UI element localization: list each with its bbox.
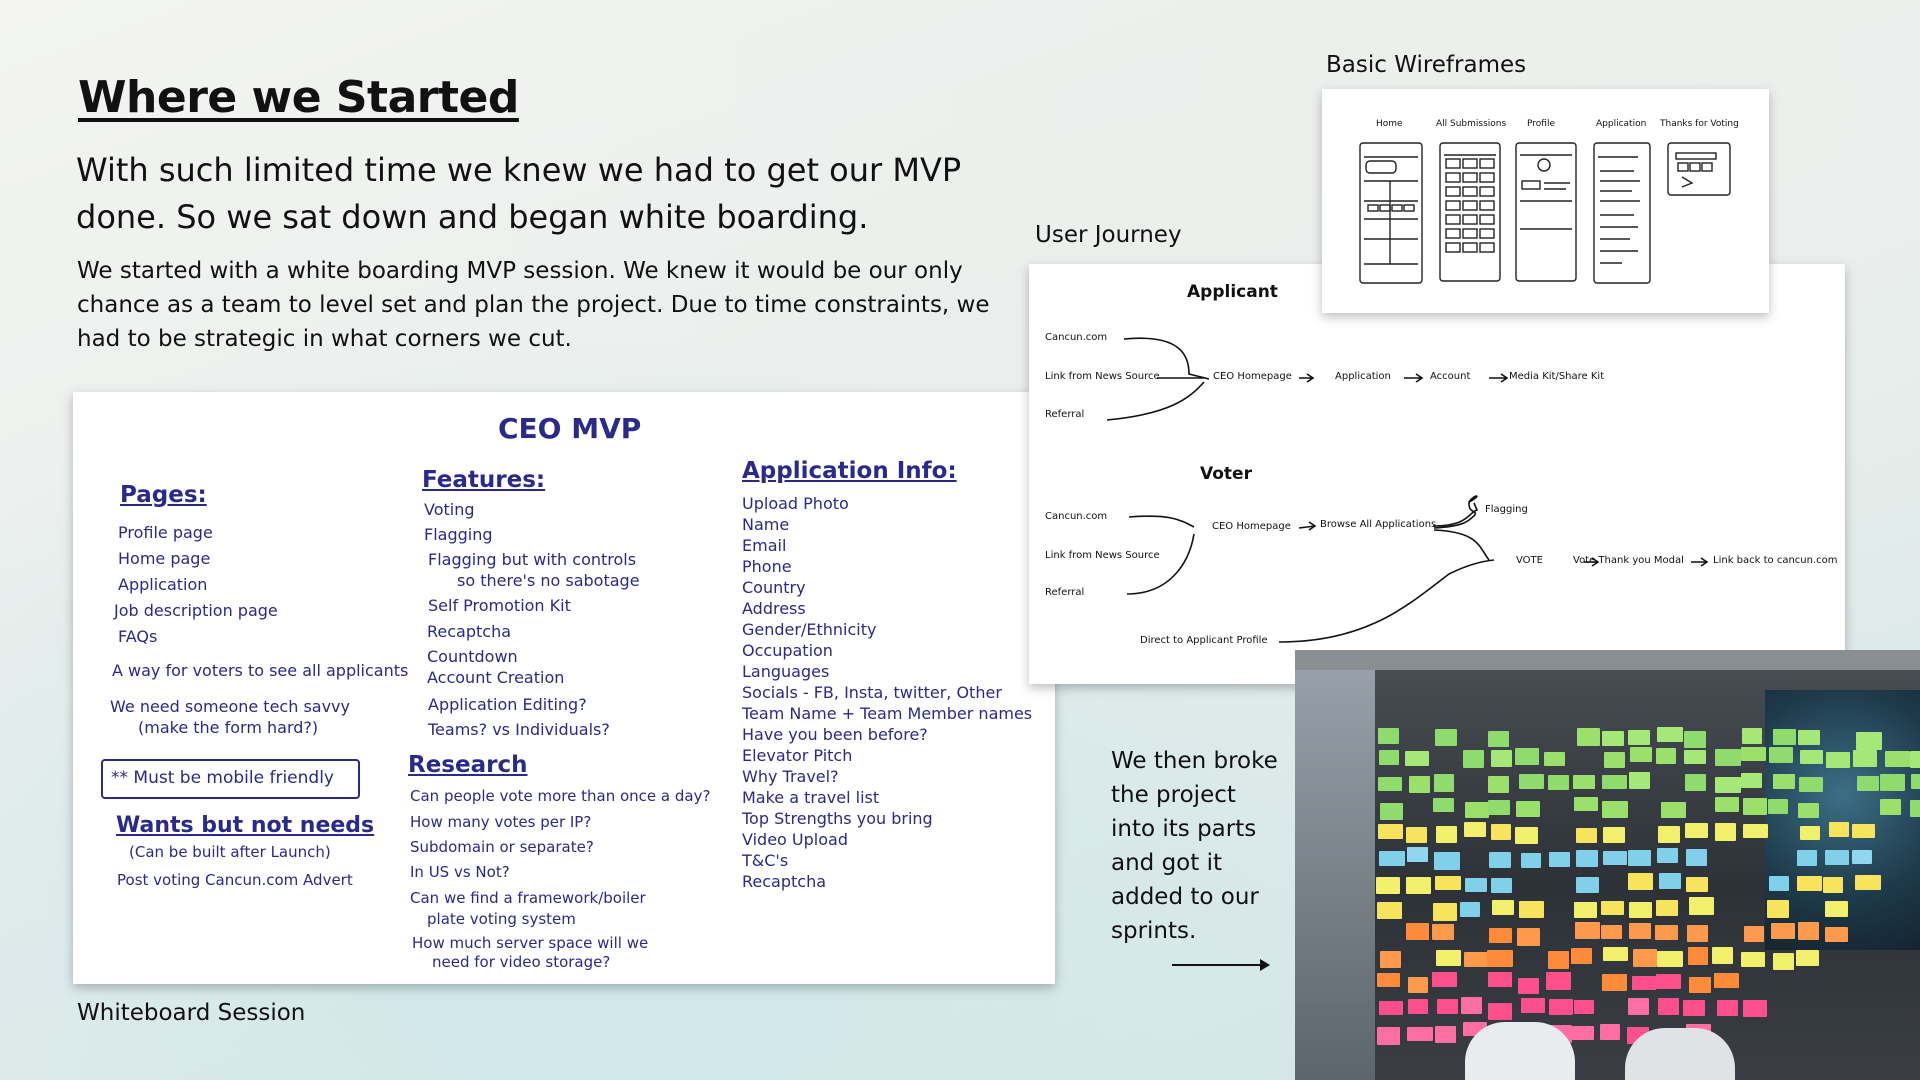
sticky-note [1602, 801, 1628, 818]
intro-paragraph: We started with a white boarding MVP session. We knew it would be our only chance as a team to level set and plan the project. Due to time constraints, we had to be strategic in what corners we cut. [77, 258, 990, 352]
sticky-note [1852, 850, 1872, 864]
sticky-note [1743, 1000, 1767, 1017]
sticky-note [1405, 751, 1429, 766]
sticky-note [1406, 877, 1431, 894]
sticky-note [1377, 973, 1400, 987]
sticky-note [1800, 826, 1820, 840]
wants-subtitle: (Can be built after Launch) [129, 843, 331, 861]
flow-step: Media Kit/Share Kit [1509, 371, 1605, 382]
sticky-note [1656, 974, 1681, 989]
sticky-note [1798, 803, 1819, 818]
list-item: Phone [742, 557, 792, 576]
list-item: (make the form hard?) [138, 718, 319, 737]
sticky-note [1688, 947, 1708, 965]
sticky-note [1521, 998, 1545, 1013]
list-item: Post voting Cancun.com Advert [117, 871, 353, 889]
sticky-note [1406, 923, 1429, 940]
sticky-note [1408, 977, 1428, 993]
sticky-note [1880, 774, 1905, 791]
sticky-note [1461, 997, 1482, 1014]
list-item: T&C's [742, 851, 789, 870]
sticky-note [1769, 747, 1793, 763]
sticky-note [1491, 878, 1512, 893]
sticky-note [1797, 876, 1822, 891]
sticky-note [1519, 774, 1544, 789]
sticky-note [1576, 850, 1598, 867]
sticky-note [1743, 824, 1768, 838]
list-item: Occupation [742, 641, 833, 660]
sticky-note [1683, 1000, 1705, 1016]
sticky-note [1714, 973, 1739, 988]
list-item: Flagging but with controls [428, 550, 637, 569]
sticky-note [1826, 752, 1850, 768]
sticky-note [1655, 925, 1678, 940]
sticky-note [1464, 952, 1489, 967]
sticky-note [1521, 853, 1541, 868]
sticky-note [1460, 902, 1480, 917]
sticky-note [1628, 998, 1649, 1015]
sticky-note [1432, 972, 1457, 987]
sticky-note [1687, 925, 1708, 942]
sticky-note [1658, 998, 1679, 1015]
sticky-note [1796, 950, 1819, 966]
sticky-note [1517, 928, 1540, 946]
voter-label: Voter [1200, 464, 1252, 484]
sticky-note [1574, 1000, 1594, 1014]
sticky-note [1657, 951, 1683, 967]
sticky-note [1436, 950, 1461, 966]
sticky-note [1853, 750, 1877, 767]
sticky-note [1378, 824, 1403, 839]
sticky-note [1910, 800, 1920, 817]
list-item: Teams? vs Individuals? [428, 720, 610, 739]
sticky-note [1488, 776, 1509, 793]
list-item: FAQs [118, 627, 158, 646]
sticky-note [1885, 751, 1910, 767]
sticky-note [1435, 1026, 1456, 1043]
whiteboard-title: CEO MVP [498, 412, 642, 445]
sticky-note [1379, 750, 1399, 765]
list-item: Languages [742, 662, 830, 681]
sticky-note [1769, 876, 1789, 891]
arrow-right-icon [1172, 955, 1276, 975]
sticky-note [1464, 822, 1486, 837]
list-item: Voting [424, 500, 475, 519]
mobile-note-box [101, 759, 360, 799]
sticky-note [1825, 901, 1848, 917]
wireframes-caption: Basic Wireframes [1326, 52, 1527, 78]
features-list [424, 499, 640, 740]
sticky-note [1489, 928, 1512, 943]
sticky-note [1798, 730, 1820, 745]
sticky-note [1661, 802, 1686, 818]
sticky-note [1741, 773, 1762, 788]
research-list [410, 786, 710, 971]
sticky-note [1767, 900, 1789, 918]
list-item: Video Upload [742, 830, 848, 849]
sticky-note [1378, 728, 1399, 744]
list-item: How much server space will we [412, 934, 649, 952]
wireframe-label: Thanks for Voting [1660, 119, 1739, 129]
sticky-note [1574, 797, 1598, 811]
sticky-note [1880, 799, 1901, 815]
pages-list [110, 522, 409, 738]
list-item: Account Creation [427, 668, 565, 687]
sticky-note [1852, 824, 1875, 838]
list-item: Job description page [114, 601, 278, 620]
page-title: Where we Started [78, 72, 519, 123]
sticky-note [1577, 728, 1600, 746]
list-item: Make a travel list [742, 788, 880, 807]
list-item: Top Strengths you bring [742, 809, 933, 828]
sticky-note [1602, 731, 1624, 746]
list-item: Upload Photo [742, 494, 849, 513]
sticky-note [1771, 923, 1795, 939]
flow-step: Account [1430, 371, 1471, 382]
sticky-note [1633, 949, 1657, 967]
sticky-note [1409, 776, 1430, 793]
user-journey-caption: User Journey [1035, 222, 1182, 248]
wireframe-label: Home [1376, 119, 1403, 129]
sticky-note [1603, 947, 1628, 961]
sticky-note [1684, 731, 1706, 748]
applicant-source: Cancun.com [1045, 332, 1108, 343]
sticky-note [1380, 951, 1401, 968]
sticky-note [1488, 731, 1509, 747]
features-heading: Features: [422, 467, 546, 493]
sticky-note [1487, 950, 1513, 967]
sticky-note [1686, 877, 1708, 892]
list-item: Why Travel? [742, 767, 839, 786]
sticky-note [1689, 977, 1711, 993]
sticky-note [1436, 826, 1457, 843]
sticky-note [1463, 750, 1484, 768]
sticky-note [1741, 747, 1766, 761]
sticky-note [1715, 749, 1741, 766]
appinfo-heading: Application Info: [742, 458, 957, 484]
sticky-note [1376, 877, 1400, 894]
sticky-note [1518, 978, 1539, 994]
page-subtitle: With such limited time we knew we had to get our MVP done. So we sat down and began white boarding. [76, 151, 962, 236]
sticky-note [1656, 748, 1676, 764]
photo-chair [1465, 1022, 1575, 1080]
sticky-note [1548, 951, 1569, 969]
sticky-note [1856, 732, 1882, 750]
sticky-note [1685, 823, 1708, 838]
sticky-note [1717, 1000, 1738, 1016]
sticky-note [1435, 876, 1461, 890]
list-item: Can we find a framework/boiler [410, 889, 646, 907]
sticky-note [1548, 775, 1569, 790]
sticky-note [1825, 927, 1848, 942]
sticky-note [1465, 802, 1489, 818]
sticky-note [1630, 747, 1652, 762]
sticky-note [1712, 947, 1733, 964]
sticky-note [1433, 798, 1454, 812]
sticky-note [1825, 850, 1849, 865]
list-item: How many votes per IP? [410, 813, 592, 831]
sticky-note [1602, 775, 1627, 789]
list-item: Can people vote more than once a day? [410, 787, 711, 805]
flow-step: Link back to cancun.com [1713, 555, 1838, 566]
sticky-note [1741, 952, 1765, 967]
wireframe-label: All Submissions [1436, 119, 1507, 129]
research-heading: Research [408, 752, 528, 778]
sticky-note [1602, 974, 1627, 991]
sticky-note [1546, 972, 1571, 990]
list-item: Application Editing? [428, 695, 587, 714]
sticky-note [1544, 752, 1565, 766]
list-item: In US vs Not? [410, 863, 510, 881]
sticky-note [1380, 803, 1403, 820]
wireframe-label: Profile [1527, 119, 1555, 129]
flow-step: CEO Homepage [1213, 371, 1292, 382]
sticky-note [1407, 847, 1428, 862]
sticky-note [1742, 728, 1762, 744]
list-item: Country [742, 578, 806, 597]
mobile-note: ** Must be mobile friendly [111, 768, 334, 788]
sticky-note [1799, 777, 1823, 792]
sticky-note [1573, 775, 1595, 789]
sticky-note [1601, 925, 1622, 939]
flow-step: Browse All Applications [1320, 519, 1437, 530]
sticky-note [1656, 900, 1678, 916]
wireframes-image [1322, 89, 1769, 313]
sticky-note [1911, 774, 1920, 789]
appinfo-list [742, 493, 1032, 892]
voter-source: Cancun.com [1045, 511, 1108, 522]
list-item: Team Name + Team Member names [742, 704, 1033, 723]
journey-connectors [1029, 264, 1845, 684]
flow-step: Flagging [1485, 504, 1528, 515]
flow-step: Application [1335, 371, 1391, 382]
sticky-note [1576, 828, 1597, 843]
sticky-note [1657, 727, 1683, 742]
sticky-note [1576, 877, 1599, 893]
sticky-note [1823, 877, 1843, 893]
sticky-note [1629, 923, 1651, 939]
sticky-note [1489, 852, 1511, 868]
sticky-note [1829, 822, 1849, 837]
sticky-note [1603, 827, 1625, 843]
sticky-note [1604, 752, 1625, 768]
sticky-note [1685, 774, 1706, 791]
photo-window [1295, 650, 1375, 1080]
sticky-note [1686, 849, 1707, 866]
side-note: We then broke the project into its parts and got it added to our sprints. [1111, 748, 1278, 944]
list-item: Application [118, 575, 208, 594]
wireframe-sketches [1322, 89, 1769, 313]
sticky-note [1379, 851, 1405, 866]
flow-step: VOTE [1516, 555, 1543, 566]
wants-heading: Wants but not needs [116, 813, 375, 838]
sticky-note [1632, 976, 1656, 990]
list-item: Name [742, 515, 790, 534]
list-item: A way for voters to see all applicants [112, 661, 409, 680]
sticky-note [1571, 948, 1592, 964]
wireframe-label: Application [1596, 119, 1647, 129]
sticky-note [1684, 750, 1706, 764]
flow-step: Direct to Applicant Profile [1140, 635, 1268, 646]
sticky-note [1465, 878, 1487, 892]
sticky-note [1488, 972, 1512, 987]
sticky-note [1408, 999, 1428, 1014]
sticky-note [1744, 926, 1764, 942]
applicant-source: Link from News Source [1045, 371, 1160, 382]
sticky-note [1378, 777, 1402, 791]
sticky-note [1488, 1003, 1512, 1020]
sticky-note [1715, 823, 1736, 841]
list-item: Email [742, 536, 787, 555]
sticky-note [1406, 827, 1427, 843]
sticky-note [1574, 902, 1597, 918]
sticky-note [1855, 875, 1881, 890]
sticky-note [1773, 774, 1795, 789]
sticky-note [1629, 772, 1650, 789]
list-item: Countdown [427, 647, 518, 666]
sticky-note [1377, 902, 1402, 919]
sticky-note [1800, 750, 1823, 764]
sticky-note [1715, 797, 1739, 812]
user-journey-image [1029, 264, 1845, 684]
sticky-note [1657, 848, 1678, 863]
list-item: Address [742, 599, 806, 618]
list-item: Self Promotion Kit [428, 596, 571, 615]
list-item: Subdomain or separate? [410, 838, 594, 856]
sticky-note [1689, 897, 1714, 915]
sticky-note [1379, 1001, 1403, 1015]
sticky-note [1715, 777, 1741, 793]
list-item: Recaptcha [742, 872, 827, 891]
flow-step: Vote Thank you Modal [1573, 555, 1684, 566]
sticky-note [1628, 850, 1651, 866]
sticky-note [1773, 729, 1796, 745]
sticky-note [1797, 850, 1817, 866]
sticky-note [1491, 750, 1512, 767]
sticky-note [1659, 873, 1681, 889]
list-item: Flagging [424, 525, 493, 544]
pages-heading: Pages: [120, 482, 207, 508]
sticky-note [1437, 999, 1458, 1014]
sticky-note [1629, 902, 1652, 918]
sticky-note [1515, 827, 1538, 844]
whiteboard-image [73, 392, 1055, 984]
sticky-note [1768, 799, 1788, 814]
list-item: Elevator Pitch [742, 746, 853, 765]
sticky-note [1658, 826, 1680, 843]
sticky-note [1743, 798, 1767, 815]
sticky-note [1600, 1024, 1620, 1040]
sticky-note [1488, 800, 1510, 815]
sticky-note [1601, 901, 1624, 915]
flow-step: CEO Homepage [1212, 521, 1291, 532]
sticky-note [1407, 1027, 1433, 1041]
applicant-source: Referral [1045, 409, 1085, 420]
sticky-note [1857, 776, 1879, 791]
sticky-note [1628, 730, 1650, 745]
sticky-note [1798, 922, 1819, 940]
sticky-note [1628, 873, 1653, 890]
photo-chair [1625, 1028, 1735, 1080]
sticky-wall-photo [1295, 650, 1920, 1080]
sticky-note [1433, 903, 1457, 921]
sticky-note [1516, 801, 1540, 817]
list-item: so there's no sabotage [457, 571, 640, 590]
list-item: plate voting system [427, 910, 576, 928]
list-item: Socials - FB, Insta, twitter, Other [742, 683, 1002, 702]
sticky-note [1603, 851, 1627, 865]
sticky-note [1572, 1026, 1594, 1040]
sticky-note [1491, 824, 1511, 840]
sticky-note [1519, 901, 1544, 918]
sticky-note [1432, 924, 1454, 940]
sticky-note [1549, 852, 1570, 867]
list-item: Profile page [118, 523, 213, 542]
photo-ceiling [1295, 650, 1920, 670]
sticky-note [1492, 900, 1514, 915]
sticky-note [1910, 751, 1920, 768]
list-item: Gender/Ethnicity [742, 620, 877, 639]
whiteboard-caption: Whiteboard Session [77, 1000, 306, 1026]
list-item: Recaptcha [427, 622, 512, 641]
sticky-note [1515, 748, 1539, 765]
voter-source: Referral [1045, 587, 1085, 598]
sticky-note [1434, 852, 1460, 870]
voter-source: Link from News Source [1045, 550, 1160, 561]
sticky-note [1575, 922, 1600, 939]
list-item: need for video storage? [432, 953, 611, 971]
list-item: Home page [118, 549, 211, 568]
list-item: Have you been before? [742, 725, 928, 744]
sticky-note [1377, 1027, 1400, 1045]
sticky-note [1549, 999, 1573, 1015]
list-item: We need someone tech savvy [110, 697, 350, 716]
applicant-label: Applicant [1187, 282, 1278, 302]
sticky-note [1435, 729, 1457, 746]
sticky-note [1773, 953, 1794, 970]
sticky-note [1434, 774, 1454, 792]
